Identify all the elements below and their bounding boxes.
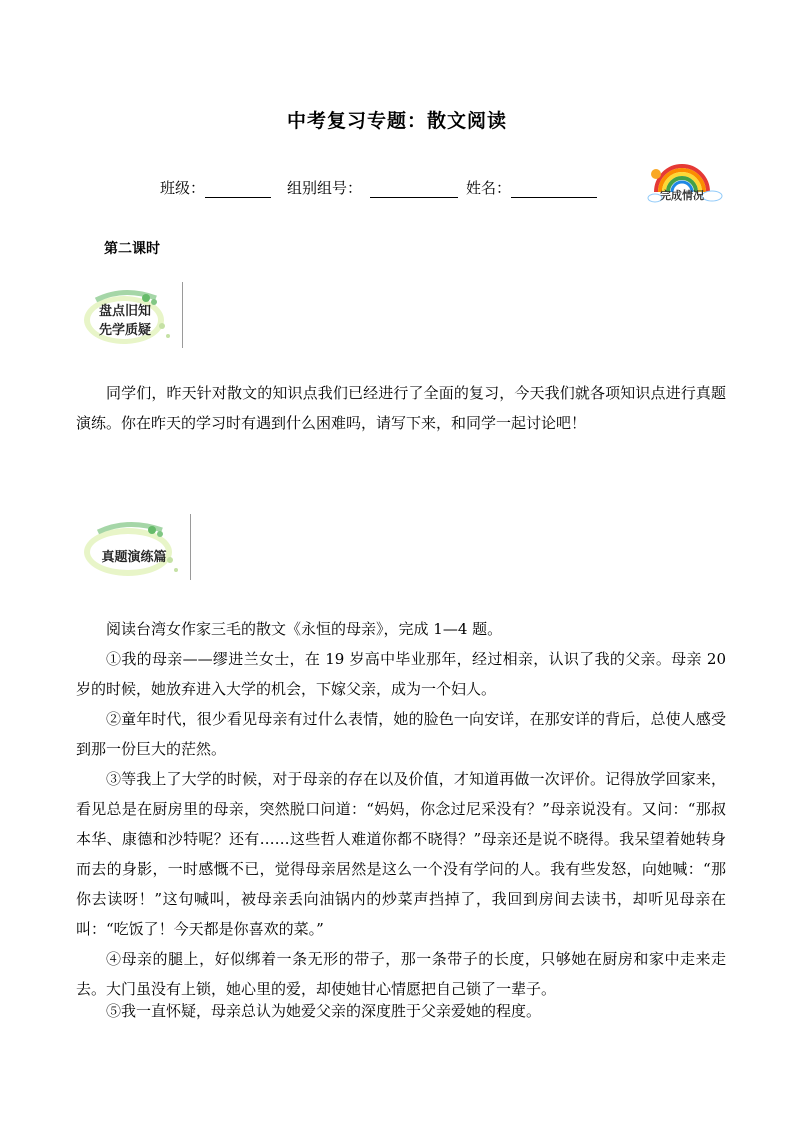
intro-paragraph: 同学们，昨天针对散文的知识点我们已经进行了全面的复习，今天我们就各项知识点进行真题演练。你在昨天的学习时有遇到什么困难吗，请写下来，和同学一起讨论吧！ bbox=[76, 384, 726, 432]
rainbow-icon bbox=[646, 158, 724, 208]
group-label: 组别组号： bbox=[287, 179, 363, 197]
reading-lead: 阅读台湾女作家三毛的散文《永恒的母亲》，完成 1—4 题。 bbox=[106, 620, 503, 638]
class-blank[interactable] bbox=[205, 181, 271, 198]
reading-paragraph-1: ①我的母亲——缪进兰女士，在 19 岁高中毕业那年，经过相亲，认识了我的父亲。母亲 20 岁的时候，她放弃进入大学的机会，下嫁父亲，成为一个妇人。 bbox=[76, 650, 726, 698]
group-blank[interactable] bbox=[370, 181, 458, 198]
banner-review-line2: 先学质疑 bbox=[98, 323, 151, 338]
banner-review-text bbox=[92, 302, 158, 340]
name-blank[interactable] bbox=[511, 181, 597, 198]
leaf-cloud-icon bbox=[76, 514, 192, 580]
reading-paragraph-3: ③等我上了大学的时候，对于母亲的存在以及价值，才知道再做一次评价。记得放学回家来，看见总是在厨房里的母亲，突然脱口问道：“妈妈，你念过尼采没有？”母亲说没有。又问：“那叔本华、康德和沙特呢？还有……这些哲人难道你都不晓得？”母亲还是说不晓得。我呆望着她转身而去的身影，一时感慨不已，觉得母亲居然是这么一个没有学问的人。我有些发怒，向她喊：“那你去读呀！”这句喊叫，被母亲丢向油锅内的炒菜声挡掉了，我回到房间去读书，却听见母亲在叫：“吃饭了！今天都是你喜欢的菜。” bbox=[76, 770, 726, 938]
name-label: 姓名： bbox=[466, 179, 512, 197]
completion-badge bbox=[646, 158, 724, 208]
reading-paragraph-2: ②童年时代，很少看见母亲有过什么表情，她的脸色一向安详，在那安详的背后，总使人感受到那一份巨大的茫然。 bbox=[76, 710, 726, 758]
banner-divider bbox=[190, 514, 191, 580]
badge-text: 完成情况 bbox=[660, 189, 704, 202]
lesson-heading: 第二课时 bbox=[104, 241, 160, 257]
banner-review-line1: 盘点旧知 bbox=[98, 304, 151, 319]
page-title: 中考复习专题：散文阅读 bbox=[286, 110, 507, 132]
banner-divider bbox=[182, 282, 183, 348]
class-label: 班级： bbox=[160, 179, 206, 197]
banner-review bbox=[76, 282, 196, 350]
reading-paragraph-5: ⑤我一直怀疑，母亲总认为她爱父亲的深度胜于父亲爱她的程度。 bbox=[106, 1002, 542, 1020]
banner-practice bbox=[76, 514, 196, 582]
student-info-row bbox=[160, 177, 597, 198]
banner-practice-text: 真题演练篇 bbox=[101, 550, 167, 565]
reading-paragraph-4: ④母亲的腿上，好似绑着一条无形的带子，那一条带子的长度，只够她在厨房和家中走来走去。大门虽没有上锁，她心里的爱，却使她甘心情愿把自己锁了一辈子。 bbox=[76, 950, 726, 998]
